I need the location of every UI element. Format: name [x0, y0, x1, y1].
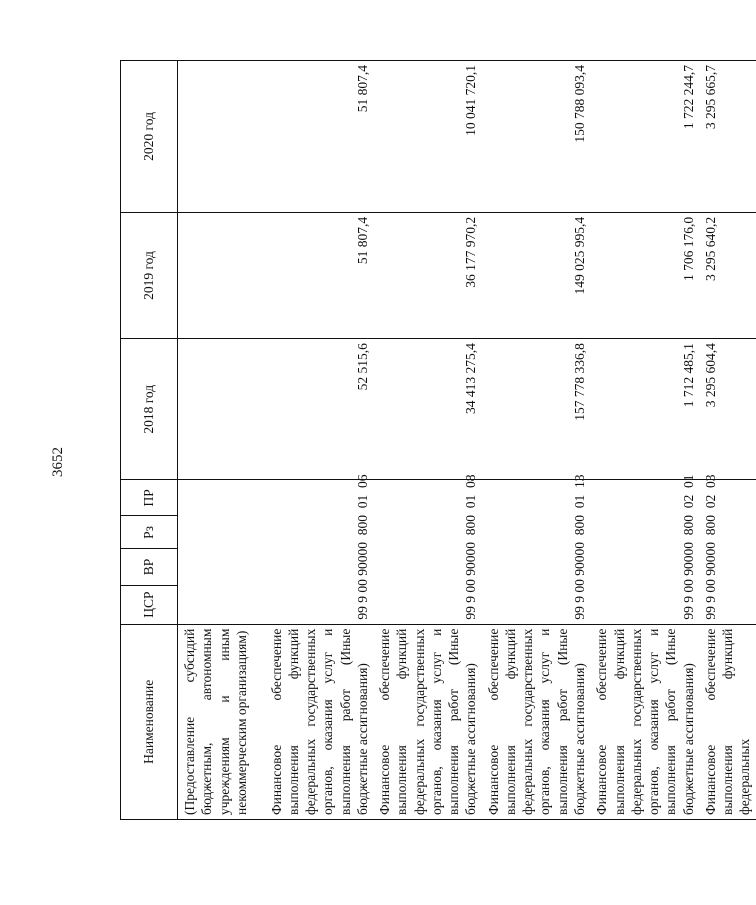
header-row: [121, 61, 178, 820]
header-2019: 2019 год: [121, 212, 178, 338]
row-value-2019: 1 706 176,0: [590, 212, 699, 338]
row-value-2019: 149 025 995,4: [482, 212, 591, 338]
row-value-2019: 36 177 970,2: [373, 212, 482, 338]
row-name: Финансовое обеспечение выполнения функций федеральных: [699, 624, 756, 819]
row-csr: 99 9 00 90000: [354, 542, 370, 620]
row-name: Финансовое обеспечение выполнения функций федеральных государственных органов, оказания услуг и выполнения работ (Иные бюджетные ассигнования): [373, 624, 482, 819]
row-value-2020: 3 295 665,7: [699, 61, 756, 213]
header-rz: Рз: [121, 516, 178, 549]
row-value-2018: 52 515,6: [265, 339, 374, 480]
row-csr: 99 9 00 90000: [702, 542, 718, 620]
row-codes: [265, 474, 374, 624]
table-row: [590, 61, 699, 820]
table-row: [178, 61, 265, 820]
table-row: [373, 61, 482, 820]
row-value-2020: 51 807,4: [265, 61, 374, 213]
table-row: [482, 61, 591, 820]
row-csr: 99 9 00 90000: [463, 542, 479, 620]
row-value-2020: [178, 61, 265, 213]
row-value-2019: 51 807,4: [265, 212, 374, 338]
row-csr: 99 9 00 90000: [572, 542, 588, 620]
header-pr: ПР: [121, 480, 178, 516]
row-rz: 01: [572, 494, 588, 509]
row-vr: 800: [572, 515, 588, 536]
row-csr: 99 9 00 90000: [680, 542, 696, 620]
row-value-2020: 10 041 720,1: [373, 61, 482, 213]
row-codes: [178, 480, 265, 624]
row-pr: 13: [572, 474, 588, 488]
row-vr: 800: [702, 515, 718, 536]
row-value-2020: 1 722 244,7: [590, 61, 699, 213]
row-pr: 03: [702, 474, 718, 488]
header-vr: ВР: [121, 549, 178, 585]
row-vr: 800: [354, 515, 370, 536]
header-csr: ЦСР: [121, 585, 178, 624]
row-codes: [590, 474, 699, 624]
row-name: Финансовое обеспечение выполнения функций федеральных государственных органов, оказания услуг и выполнения работ (Иные бюджетные ассигнования): [482, 624, 591, 819]
row-value-2018: 1 712 485,1: [590, 339, 699, 480]
row-value-2018: 157 778 336,8: [482, 339, 591, 480]
header-name: Наименование: [121, 624, 178, 819]
budget-table: [120, 60, 756, 820]
header-2018: 2018 год: [121, 339, 178, 480]
table-row: [265, 61, 374, 820]
row-value-2018: 3 295 604,4: [699, 339, 756, 480]
row-codes: [373, 474, 482, 624]
page-number: 3652: [50, 447, 66, 477]
row-value-2018: 34 413 275,4: [373, 339, 482, 480]
row-rz: 02: [680, 494, 696, 509]
row-vr: 800: [463, 515, 479, 536]
row-rz: 01: [463, 494, 479, 509]
row-name: Финансовое обеспечение выполнения функций федеральных государственных органов, оказания услуг и выполнения работ (Иные бюджетные ассигнования): [265, 624, 374, 819]
row-pr: 01: [680, 474, 696, 488]
rotated-page: [120, 60, 753, 820]
row-rz: 02: [702, 494, 718, 509]
row-codes: [482, 474, 591, 624]
row-value-2020: 150 788 093,4: [482, 61, 591, 213]
row-name: (Предоставление субсидий бюджетным, автономным учреждениям и иным некоммерческим организациям): [178, 624, 265, 819]
row-value-2019: 3 295 640,2: [699, 212, 756, 338]
row-rz: 01: [354, 494, 370, 509]
row-value-2018: [178, 339, 265, 480]
table-row: [699, 61, 756, 820]
row-pr: 06: [354, 474, 370, 488]
row-vr: 800: [680, 515, 696, 536]
row-codes: [699, 474, 756, 624]
row-pr: 08: [463, 474, 479, 488]
row-name: Финансовое обеспечение выполнения функций федеральных государственных органов, оказания услуг и выполнения работ (Иные бюджетные ассигнования): [590, 624, 699, 819]
header-2020: 2020 год: [121, 61, 178, 213]
row-value-2019: [178, 212, 265, 338]
